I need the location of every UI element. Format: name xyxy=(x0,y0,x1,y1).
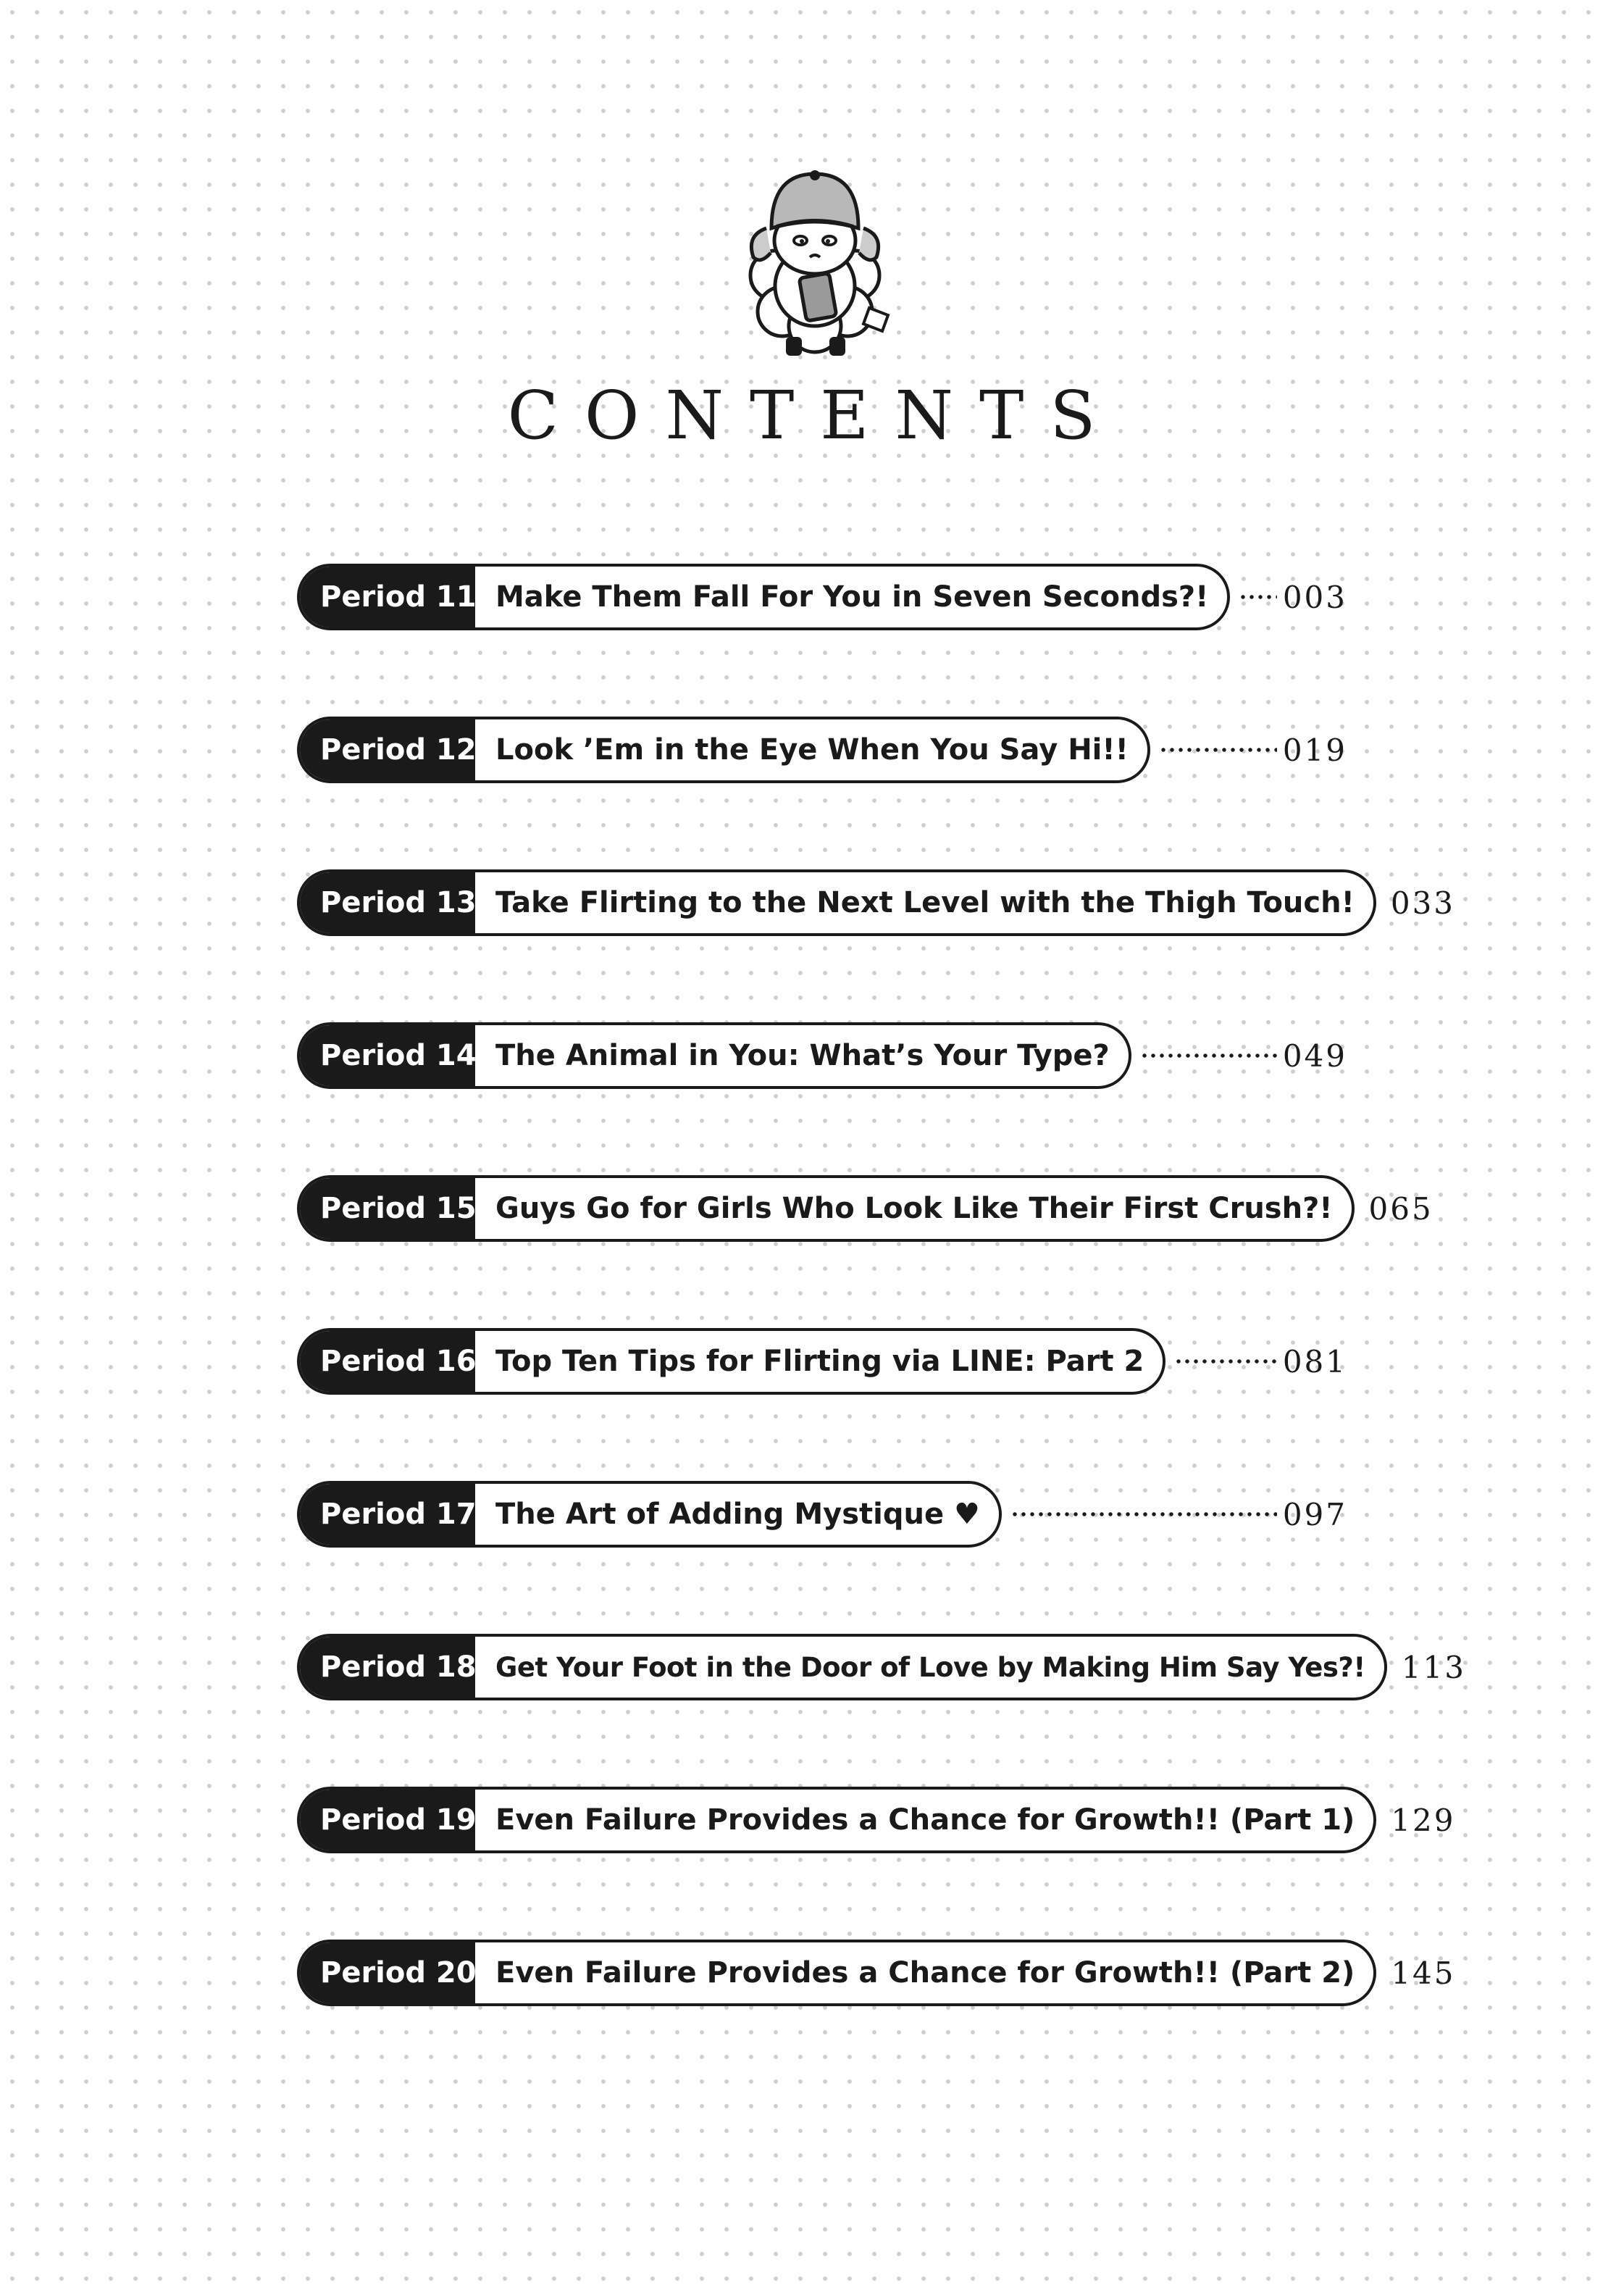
period-label: Period 19 xyxy=(300,1790,475,1850)
page-number: 113 xyxy=(1401,1649,1466,1685)
toc-entry[interactable] xyxy=(297,1938,1456,2008)
leader-dots xyxy=(1140,1053,1277,1059)
toc-entry[interactable] xyxy=(297,1785,1456,1855)
leader-dots xyxy=(1159,747,1277,753)
entry-pill xyxy=(297,717,1150,783)
page-number: 097 xyxy=(1282,1496,1347,1532)
entry-pill xyxy=(297,1787,1376,1853)
entry-pill xyxy=(297,869,1376,936)
chapter-title: Get Your Foot in the Door of Love by Making Him Say Yes?! xyxy=(495,1651,1365,1683)
leader-dots xyxy=(1010,1511,1277,1517)
period-label: Period 15 xyxy=(300,1178,475,1239)
leader-dots xyxy=(1174,1358,1276,1364)
entry-pill xyxy=(297,1328,1165,1395)
page-number: 049 xyxy=(1282,1038,1347,1074)
toc-entry[interactable] xyxy=(297,715,1347,785)
period-label: Period 18 xyxy=(300,1637,475,1698)
period-label: Period 12 xyxy=(300,719,475,780)
chapter-title: The Animal in You: What’s Your Type? xyxy=(495,1039,1110,1072)
page-number: 065 xyxy=(1368,1190,1434,1227)
entry-pill xyxy=(297,1481,1002,1548)
toc-entry[interactable] xyxy=(297,562,1347,632)
period-label: Period 14 xyxy=(300,1025,475,1086)
page-number: 081 xyxy=(1282,1343,1347,1379)
period-label: Period 17 xyxy=(300,1484,475,1545)
sheep-with-phone-icon xyxy=(732,159,898,362)
period-label: Period 11 xyxy=(300,567,475,627)
toc-entry[interactable] xyxy=(297,1327,1347,1396)
entry-pill xyxy=(297,1634,1387,1700)
chapter-title: Make Them Fall For You in Seven Seconds?! xyxy=(495,580,1209,614)
leader-dots xyxy=(1239,594,1276,600)
period-label: Period 16 xyxy=(300,1331,475,1392)
chapter-title: The Art of Adding Mystique ♥ xyxy=(495,1498,980,1531)
chapter-title: Even Failure Provides a Chance for Growth!! (Part 2) xyxy=(495,1956,1355,1990)
chapter-title: Take Flirting to the Next Level with the Thigh Touch! xyxy=(495,886,1355,919)
period-label: Period 20 xyxy=(300,1942,475,2003)
entry-pill xyxy=(297,564,1230,630)
toc-entry[interactable] xyxy=(297,1021,1347,1090)
entry-pill xyxy=(297,1940,1376,2006)
page-number: 033 xyxy=(1390,885,1456,921)
chapter-title: Guys Go for Girls Who Look Like Their First Crush?! xyxy=(495,1192,1333,1225)
entry-pill xyxy=(297,1022,1131,1089)
page-number: 145 xyxy=(1391,1955,1456,1991)
chapter-title: Top Ten Tips for Flirting via LINE: Part 2 xyxy=(495,1345,1144,1378)
period-label: Period 13 xyxy=(300,872,475,933)
toc-entry[interactable] xyxy=(297,1174,1434,1243)
page-number: 019 xyxy=(1282,732,1347,768)
entry-pill xyxy=(297,1175,1355,1242)
page-number: 129 xyxy=(1391,1802,1456,1838)
toc-entry[interactable] xyxy=(297,1479,1347,1549)
chapter-title: Even Failure Provides a Chance for Growth!! (Part 1) xyxy=(495,1803,1355,1837)
page-number: 003 xyxy=(1282,579,1347,615)
toc-entry[interactable] xyxy=(297,868,1456,938)
toc-entry[interactable] xyxy=(297,1632,1466,1702)
chapter-title: Look ’Em in the Eye When You Say Hi!! xyxy=(495,733,1129,767)
page-title: CONTENTS xyxy=(507,377,1122,454)
